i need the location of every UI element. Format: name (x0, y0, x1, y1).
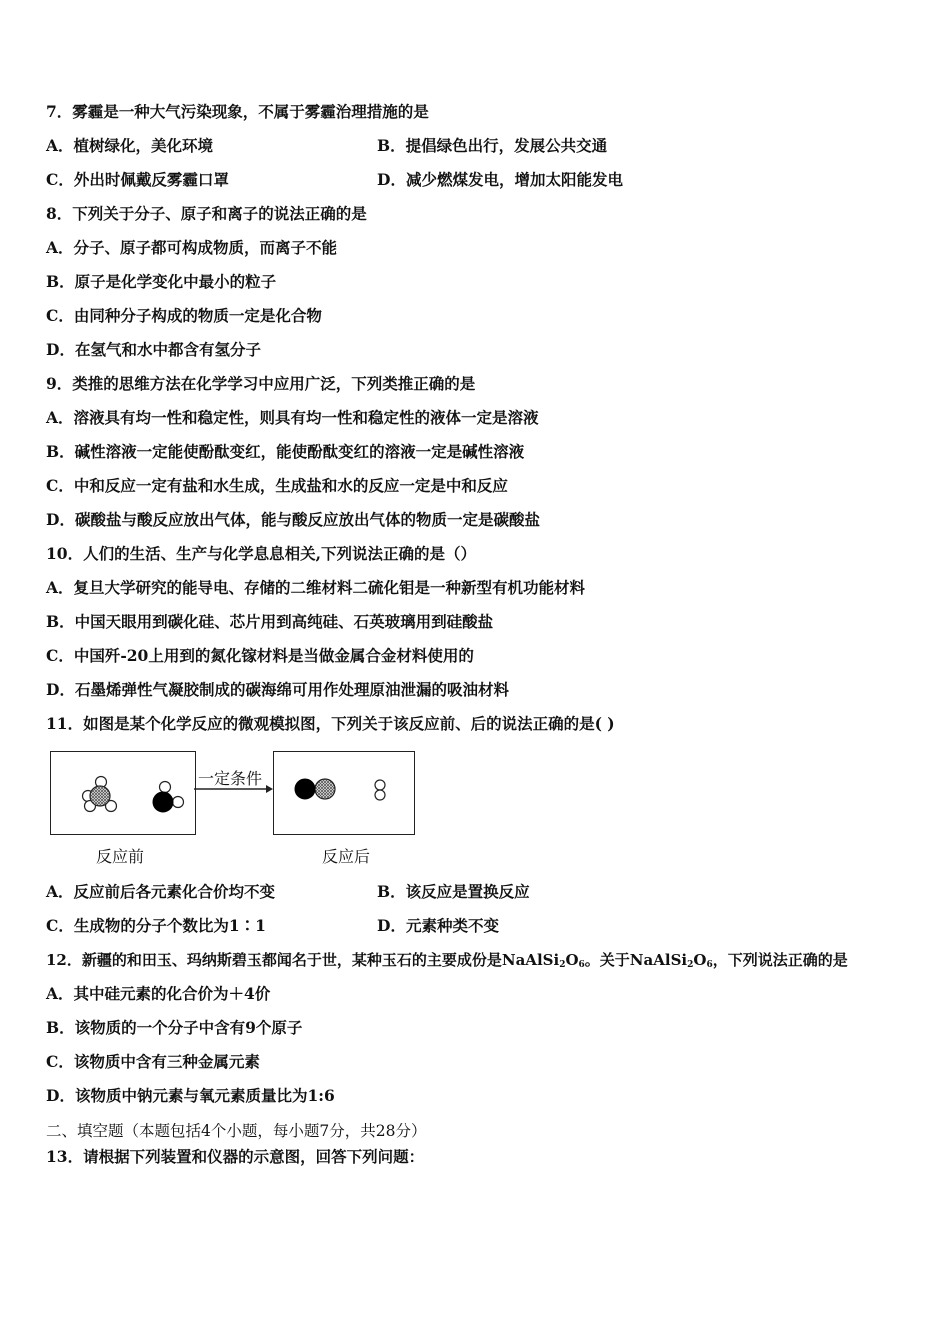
q10-option-d: D．石墨烯弹性气凝胶制成的碳海绵可用作处理原油泄漏的吸油材料 (46, 680, 509, 699)
q8-option-b: B．原子是化学变化中最小的粒子 (46, 272, 277, 291)
methane-molecule (83, 777, 117, 812)
q7-option-a: A．植树绿化，美化环境 (46, 136, 214, 155)
product-molecules (274, 752, 414, 834)
q11-option-b: B．该反应是置换反应 (377, 882, 530, 901)
q12-option-a: A．其中硅元素的化合价为＋4价 (46, 984, 271, 1003)
q10-stem: 10．人们的生活、生产与化学息息相关,下列说法正确的是（） (46, 544, 476, 563)
q11-option-d: D．元素种类不变 (377, 916, 499, 935)
q12-option-b: B．该物质的一个分子中含有9个原子 (46, 1018, 303, 1037)
q8-option-d: D．在氢气和水中都含有氢分子 (46, 340, 261, 359)
before-label: 反应前 (96, 847, 145, 866)
co-molecule (295, 779, 335, 799)
q7-option-b: B．提倡绿色出行，发展公共交通 (377, 136, 608, 155)
q13-stem: 13．请根据下列装置和仪器的示意图，回答下列问题： (46, 1147, 425, 1166)
q10-option-b: B．中国天眼用到碳化硅、芯片用到高纯硅、石英玻璃用到硅酸盐 (46, 612, 494, 631)
q11-stem: 11．如图是某个化学反应的微观模拟图，下列关于该反应前、后的说法正确的是( ) (46, 714, 615, 733)
q10-option-c: C．中国歼-20上用到的氮化镓材料是当做金属合金材料使用的 (46, 646, 474, 665)
reaction-diagram (46, 746, 426, 866)
reactant-molecules (51, 752, 195, 834)
q12-stem: 12．新疆的和田玉、玛纳斯碧玉都闻名于世，某种玉石的主要成份是$NaAlSi_2O_6$。关于$NaAlSi_2O_6$，下列说法正确的是 (46, 951, 848, 970)
arrow-icon (194, 782, 274, 796)
q7-option-c: C．外出时佩戴反雾霾口罩 (46, 170, 229, 189)
q9-stem: 9．类推的思维方法在化学学习中应用广泛，下列类推正确的是 (46, 374, 476, 393)
q8-stem: 8．下列关于分子、原子和离子的说法正确的是 (46, 204, 367, 223)
q9-option-d: D．碳酸盐与酸反应放出气体，能与酸反应放出气体的物质一定是碳酸盐 (46, 510, 540, 529)
before-box (50, 751, 196, 835)
after-label: 反应后 (322, 847, 371, 866)
q8-option-c: C．由同种分子构成的物质一定是化合物 (46, 306, 322, 325)
after-box (273, 751, 415, 835)
q9-option-b: B．碱性溶液一定能使酚酞变红，能使酚酞变红的溶液一定是碱性溶液 (46, 442, 525, 461)
q11-option-a: A．反应前后各元素化合价均不变 (46, 882, 276, 901)
q10-option-a: A．复旦大学研究的能导电、存储的二维材料二硫化钼是一种新型有机功能材料 (46, 578, 586, 597)
q7-option-d: D．减少燃煤发电，增加太阳能发电 (377, 170, 623, 189)
reaction-condition: 一定条件 (198, 769, 263, 788)
h2-molecule (375, 780, 385, 800)
q8-option-a: A．分子、原子都可构成物质，而离子不能 (46, 238, 338, 257)
q12-option-d: D．该物质中钠元素与氧元素质量比为1:6 (46, 1086, 335, 1105)
q9-option-a: A．溶液具有均一性和稳定性，则具有均一性和稳定性的液体一定是溶液 (46, 408, 539, 427)
q7-stem: 7．雾霾是一种大气污染现象，不属于雾霾治理措施的是 (46, 102, 429, 121)
q9-option-c: C．中和反应一定有盐和水生成，生成盐和水的反应一定是中和反应 (46, 476, 508, 495)
q11-option-c: C．生成物的分子个数比为1∶1 (46, 916, 266, 935)
section-title: 二、填空题（本题包括4个小题，每小题7分，共28分） (46, 1122, 427, 1140)
q12-option-c: C．该物质中含有三种金属元素 (46, 1052, 260, 1071)
water-molecule (153, 782, 184, 813)
